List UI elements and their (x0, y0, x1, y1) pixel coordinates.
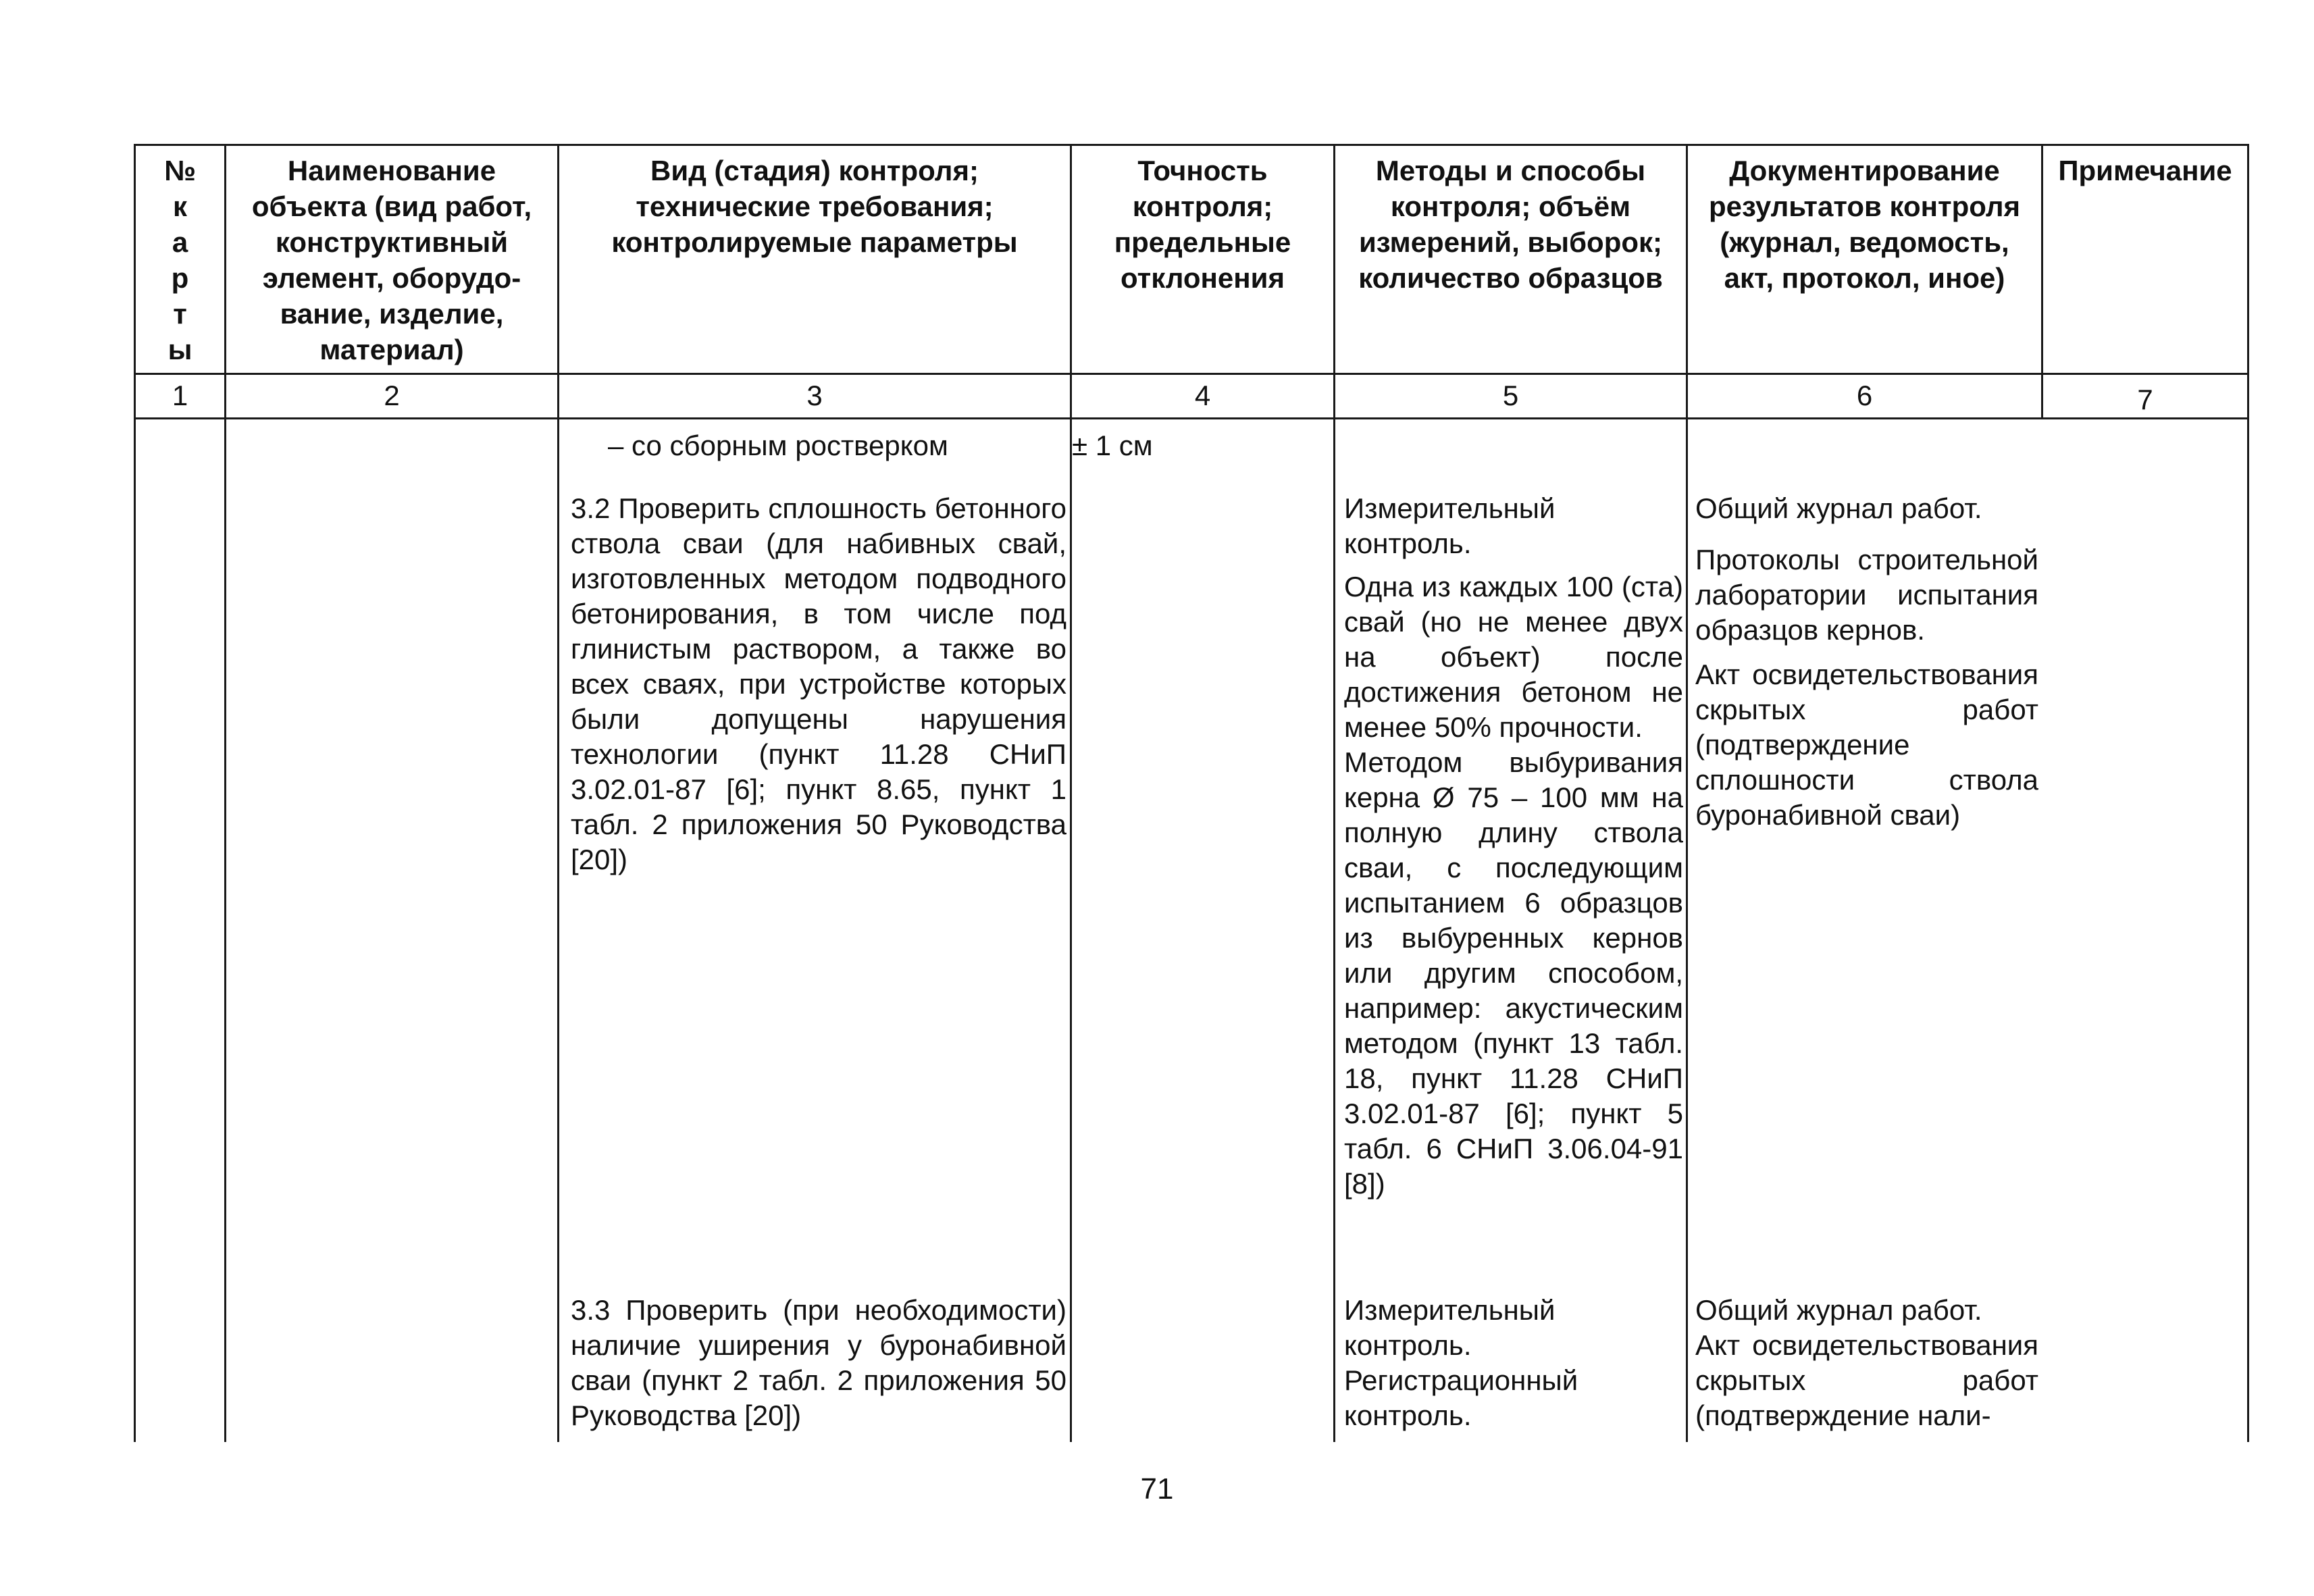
numbers-row-bottom-border (134, 417, 2248, 419)
col-line-3 (1070, 144, 1072, 1442)
column-number: 3 (806, 380, 823, 411)
header-note: Примечание (2058, 155, 2232, 186)
row2-methods-line-a: Измерительный контроль. (1344, 492, 1555, 559)
row2-doc-line-a: Общий журнал работ. (1695, 492, 1982, 524)
column-number: 1 (172, 380, 188, 411)
row3-doc-line-a: Общий журнал работ. (1695, 1294, 1982, 1326)
col-line-2 (557, 144, 559, 1442)
column-number: 6 (1856, 380, 1873, 411)
header-card-number: № к а р т ы (164, 155, 196, 365)
column-number: 7 (2137, 384, 2153, 415)
row1-control-text: – со сборным ростверком (608, 430, 948, 461)
row2-control-text: 3.2 Проверить сплошность бетонного ствола сваи (для набивных свай, изготовленных методом подводного бетонирования, в том числе под глинистым раствором, а также во всех сваях, при устройстве которых были допущены нарушения технологии (пункт 11.28 СНиП 3.02.01-87 [6]; пункт 8.65, пункт 1 табл. 2 приложения 50 Руководства [20]) (571, 492, 1066, 875)
row3-doc-line-b: Акт освидетельствования скрытых работ (подтверждение нали- (1695, 1329, 2038, 1431)
column-number: 5 (1502, 380, 1519, 411)
header-accuracy: Точность контроля; предельные отклонения (1114, 155, 1291, 294)
header-bottom-border (134, 373, 2248, 375)
row2-doc-line-c: Акт освидетельствования скрытых работ (подтверждение сплошности ствола буронабивной сваи) (1695, 659, 2038, 831)
col-line-7 (2247, 144, 2249, 1442)
row2-methods (1344, 491, 1683, 1202)
row1-tolerance: ± 1 см (1072, 430, 1153, 461)
column-number: 4 (1194, 380, 1211, 411)
header-methods: Методы и способы контроля; объём измерений, выборок; количество образцов (1358, 155, 1663, 294)
col-line-5 (1686, 144, 1688, 1442)
row2-methods-line-b: Одна из каждых 100 (ста) свай (но не менее двух на объект) после достижения бетоном не менее 50% прочности. (1344, 571, 1683, 743)
row3-methods (1344, 1293, 1683, 1433)
row2-documentation (1695, 491, 2038, 833)
row2-doc-line-b: Протоколы строительной лаборатории испытания образцов кернов. (1695, 544, 2038, 646)
row3-documentation (1695, 1293, 2038, 1433)
row3-methods-line-b: Регистрационный контроль. (1344, 1364, 1578, 1431)
page-number: 71 (1140, 1472, 1174, 1505)
header-documentation: Документирование результатов контроля (журнал, ведомость, акт, протокол, иное) (1708, 155, 2021, 294)
header-object-name: Наименование объекта (вид работ, конструктивный элемент, оборудо- вание, изделие, материал) (251, 155, 532, 365)
column-number: 2 (384, 380, 400, 411)
row3-control-text: 3.3 Проверить (при необходимости) наличие уширения у буронабивной сваи (пункт 2 табл. 2 приложения 50 Руководства [20]) (571, 1294, 1066, 1431)
row3-methods-line-a: Измерительный контроль. (1344, 1294, 1555, 1361)
table-top-border (134, 144, 2248, 146)
col-line-4 (1333, 144, 1335, 1442)
row2-methods-line-c: Методом выбуривания керна Ø 75 – 100 мм на полную длину ствола сваи, с последующим испытанием 6 образцов из выбуренных кернов или другим способом, например: акустическим методом (пункт 13 табл. 18, пункт 11.28 СНиП 3.02.01-87 [6]; пункт 5 табл. 6 СНиП 3.06.04-91 [8]) (1344, 746, 1683, 1200)
header-control-type: Вид (стадия) контроля; технические требования; контролируемые параметры (611, 155, 1018, 258)
